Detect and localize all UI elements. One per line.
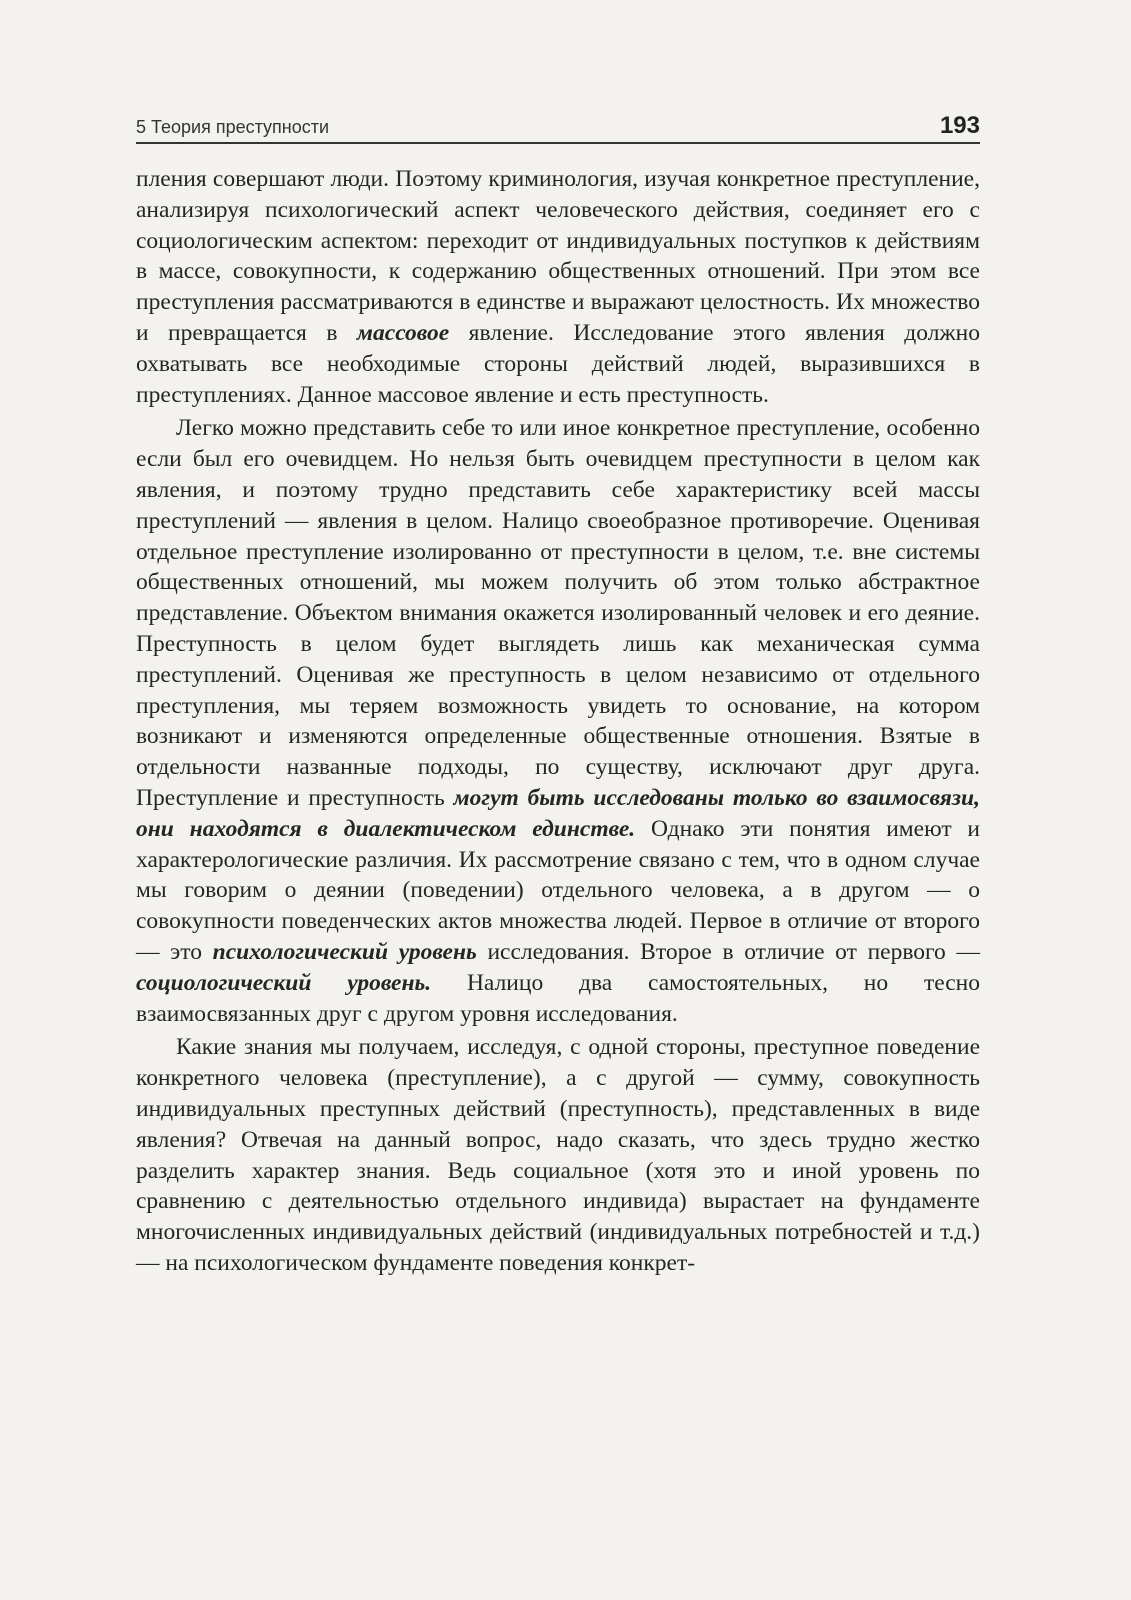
text-run: Какие знания мы получаем, исследуя, с одной стороны, преступное поведение конкретного человека (преступление), а с другой — сумму, совокупность индивидуальных преступных действий (преступность), представленных в виде явления? Отвечая на данный вопрос, надо сказать, что здесь трудно жестко разделить характер знания. Ведь социальное (хотя это и иной уровень по сравнению с деятельностью отдельного индивида) вырастает на фундаменте многочисленных индивидуальных действий (индивидуальных потребностей и т.д.) — на психологическом фундаменте поведения конкрет- <box>136 1034 980 1276</box>
running-head <box>136 112 980 144</box>
chapter-title: 5 Теория преступности <box>136 117 330 137</box>
emphasis: социологический уровень. <box>136 969 432 996</box>
text-run: пления совершают люди. Поэтому криминология, изучая конкретное преступление, анализируя психологический аспект человеческого действия, соединяет его с социологическим аспектом: переходит от индивидуальных поступков к действиям в массе, совокупности, к содержанию общественных отношений. При этом все преступления рассматриваются в единстве и выражают целостность. Их множество и превращается в <box>136 166 980 346</box>
emphasis: могут быть исследованы только во взаимосвязи, они находятся в диалектическом единстве. <box>136 784 980 842</box>
text-run: Легко можно представить себе то или иное конкретное преступление, особенно если был его очевидцем. Но нельзя быть очевидцем преступности в целом как явления, и поэтому трудно представить себе характеристику всей массы преступлений — явления в целом. Налицо своеобразное противоречие. Оценивая отдельное преступление изолированно от преступности в целом, т.е. вне системы общественных отношений, мы можем получить об этом только абстрактное представление. Объектом внимания окажется изолированный человек и его деяние. Преступность в целом будет выглядеть лишь как механическая сумма преступлений. Оценивая же преступность в целом независимо от отдельного преступления, мы теряем возможность увидеть то основание, на котором возникают и изменяются определенные общественные отношения. Взятые в отдельности названные подходы, по существу, исключают друг друга. Преступление и преступность <box>136 415 980 811</box>
emphasis: массовое <box>356 319 450 346</box>
paragraph-2 <box>136 413 980 1029</box>
body-text <box>136 164 980 1279</box>
text-run: явление. Исследование этого явления должно охватывать все необходимые стороны действий людей, выразившихся в преступлениях. Данное массовое явление и есть преступность. <box>136 319 980 408</box>
text-run: Налицо два самостоятельных, но тесно взаимосвязанных друг с другом уровня исследования. <box>136 969 980 1027</box>
page-number: 193 <box>939 112 980 139</box>
emphasis: психологический уровень <box>212 938 477 965</box>
paragraph-3 <box>136 1032 980 1278</box>
paragraph-1 <box>136 164 980 410</box>
text-run: Однако эти понятия имеют и характерологические различия. Их рассмотрение связано с тем, что в одном случае мы говорим о деянии (поведении) отдельного человека, а в другом — о совокупности поведенческих актов множества людей. Первое в отличие от второго — это <box>136 815 980 965</box>
text-run: исследования. Второе в отличие от первого — <box>476 938 980 965</box>
